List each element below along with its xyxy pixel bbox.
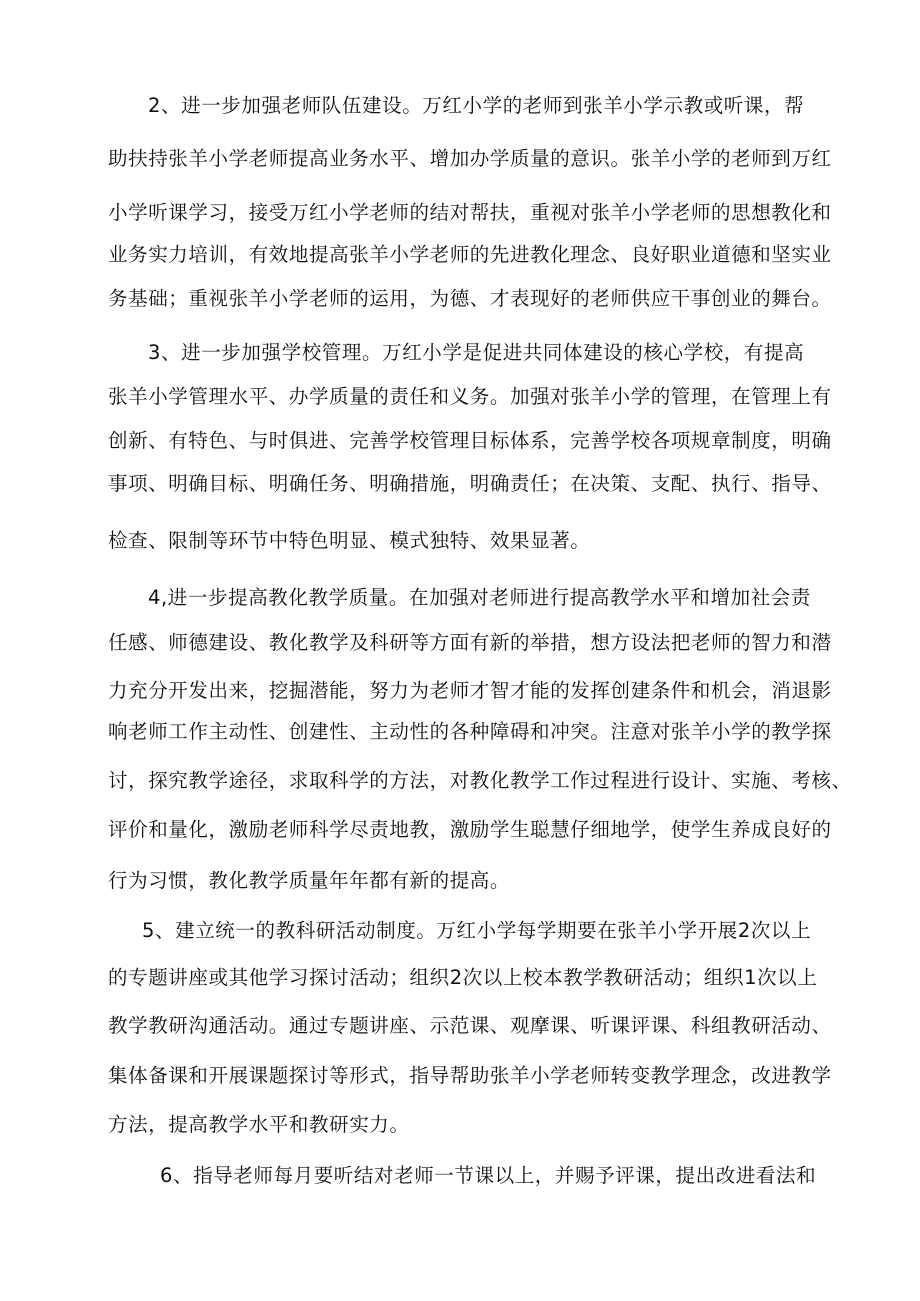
- text-line: 小学听课学习，接受万红小学老师的结对帮扶，重视对张羊小学老师的思想教化和: [108, 201, 832, 224]
- text-line: 4,进一步提高教化教学质量。在加强对老师进行提高教学水平和增加社会责: [148, 586, 812, 609]
- text-line: 响老师工作主动性、创建性、主动性的各种障碍和冲突。注意对张羊小学的教学探: [108, 720, 832, 743]
- text-line: 2、进一步加强老师队伍建设。万红小学的老师到张羊小学示教或听课，帮: [148, 94, 805, 117]
- text-line: 检查、限制等环节中特色明显、模式独特、效果显著。: [108, 529, 591, 552]
- text-line: 教学教研沟通活动。通过专题讲座、示范课、观摩课、听课评课、科组教研活动、: [108, 1014, 832, 1037]
- text-line: 5、建立统一的教科研活动制度。万红小学每学期要在张羊小学开展2次以上: [142, 919, 812, 942]
- text-line: 张羊小学管理水平、办学质量的责任和义务。加强对张羊小学的管理，在管理上有: [108, 385, 832, 408]
- text-line: 3、进一步加强学校管理。万红小学是促进共同体建设的核心学校，有提高: [148, 341, 805, 364]
- text-line: 业务实力培训，有效地提高张羊小学老师的先进教化理念、良好职业道德和坚实业: [108, 243, 832, 266]
- text-line: 集体备课和开展课题探讨等形式，指导帮助张羊小学老师转变教学理念，改进教学: [108, 1064, 832, 1087]
- text-line: 评价和量化，激励老师科学尽责地教，激励学生聪慧仔细地学，使学生养成良好的: [108, 818, 832, 841]
- text-line: 事项、明确目标、明确任务、明确措施，明确责任；在决策、支配、执行、指导、: [108, 472, 832, 495]
- text-line: 方法，提高教学水平和教研实力。: [108, 1113, 410, 1136]
- text-line: 讨，探究教学途径，求取科学的方法，对教化教学工作过程进行设计、实施、考核、: [108, 769, 852, 792]
- text-line: 6、指导老师每月要听结对老师一节课以上，并赐予评课，提出改进看法和: [160, 1164, 817, 1187]
- text-line: 创新、有特色、与时俱进、完善学校管理目标体系，完善学校各项规章制度，明确: [108, 429, 832, 452]
- text-line: 的专题讲座或其他学习探讨活动；组织2次以上校本教学教研活动；组织1次以上: [108, 966, 818, 989]
- text-line: 力充分开发出来，挖掘潜能，努力为老师才智才能的发挥创建条件和机会，消退影: [108, 679, 832, 702]
- text-line: 务基础；重视张羊小学老师的运用，为德、才表现好的老师供应干事创业的舞台。: [108, 287, 832, 310]
- text-line: 助扶持张羊小学老师提高业务水平、增加办学质量的意识。张羊小学的老师到万红: [108, 147, 832, 170]
- text-line: 任感、师德建设、教化教学及科研等方面有新的举措，想方设法把老师的智力和潜: [108, 631, 832, 654]
- text-line: 行为习惯，教化教学质量年年都有新的提高。: [108, 869, 511, 892]
